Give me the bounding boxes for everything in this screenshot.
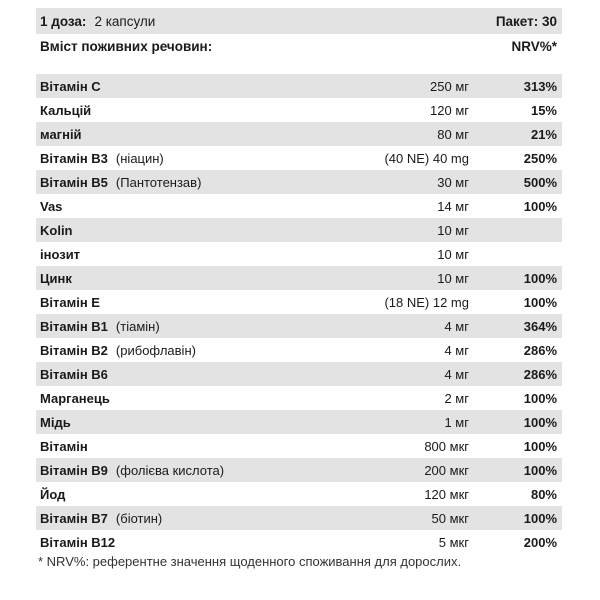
nutrient-name-text: Марганець [40,390,110,406]
nutrient-row [36,170,562,194]
nutrient-name [40,151,235,166]
nutrient-name [40,79,235,94]
nutrient-nrv: 21% [530,126,557,142]
nutrient-amount: (18 NE) 12 mg [384,294,469,310]
nutrient-row [36,98,562,122]
nutrients-title: Вміст поживних речовин: [40,38,213,54]
nutrient-amount: 10 мг [437,222,469,238]
nutrient-amount: 4 мг [444,342,469,358]
nutrient-name [40,103,235,118]
dose-header-row [36,8,562,34]
nutrient-row [36,410,562,434]
nutrient-name-text: Вітамін B6 [40,366,108,382]
nutrient-name-text: Вітамін B5 [40,174,108,190]
nutrient-rows [36,74,562,554]
nutrient-name [40,487,235,502]
nutrient-row [36,122,562,146]
nutrient-name [40,439,235,454]
nutrient-name-text: інозит [40,246,81,262]
spacer [36,58,562,74]
nutrient-note: (біотин) [115,510,163,526]
nutrient-row [36,482,562,506]
nutrient-nrv: 313% [523,78,557,94]
nutrient-nrv: 286% [523,366,557,382]
nutrient-row [36,314,562,338]
nutrient-row [36,146,562,170]
nutrient-name-text: Вітамін B12 [40,534,116,550]
nutrient-amount: 80 мг [437,126,469,142]
nutrient-name [40,511,235,526]
nutrient-name [40,463,235,478]
nutrient-row [36,506,562,530]
nutrient-name [40,367,235,382]
nutrient-name [40,535,235,550]
nutrient-name-text: Вітамін B7 [40,510,108,526]
nutrient-nrv: 100% [523,198,557,214]
nutrient-amount: 200 мкг [424,462,469,478]
nutrient-row [36,434,562,458]
nutrient-note: (рибофлавін) [115,342,196,358]
nutrient-name-text: Цинк [40,270,72,286]
nutrient-name-text: Вітамін B1 [40,318,108,334]
nutrient-name [40,199,235,214]
nutrient-amount: 10 мг [437,270,469,286]
nutrient-amount: 1 мг [444,414,469,430]
nutrition-table [36,8,562,554]
nutrient-nrv: 364% [523,318,557,334]
nutrient-nrv: 80% [530,486,557,502]
nutrient-amount: 30 мг [437,174,469,190]
nutrient-name [40,247,235,262]
nutrient-nrv: 15% [530,102,557,118]
nutrient-name-text: Вітамін B9 [40,462,108,478]
nutrient-name [40,343,235,358]
nutrient-row [36,194,562,218]
nutrient-name [40,295,235,310]
nutrient-name-text: магній [40,126,82,142]
nutrient-name [40,319,235,334]
nutrient-nrv: 250% [523,150,557,166]
nutrient-amount: (40 NE) 40 mg [384,150,469,166]
nutrient-row [36,74,562,98]
nutrient-nrv: 100% [523,414,557,430]
nutrient-nrv: 100% [523,438,557,454]
nutrient-note: (тіамін) [115,318,160,334]
nutrient-nrv: 100% [523,510,557,526]
nutrient-name-text: Вітамін B3 [40,150,108,166]
nutrient-row [36,218,562,242]
nutrient-row [36,290,562,314]
nutrient-name-text: Вітамін [40,438,88,454]
nutrient-nrv: 100% [523,390,557,406]
nutrient-name-text: Кальцій [40,102,92,118]
nutrient-amount: 120 мкг [424,486,469,502]
nutrient-row [36,530,562,554]
nutrient-amount: 5 мкг [438,534,469,550]
nutrient-amount: 250 мг [430,78,469,94]
nutrient-nrv: 286% [523,342,557,358]
nutrient-amount: 10 мг [437,246,469,262]
nrv-column-header: NRV%* [511,38,557,54]
nutrient-name-text: Вітамін E [40,294,100,310]
nutrient-amount: 2 мг [444,390,469,406]
nutrient-row [36,386,562,410]
nutrient-name-text: Kolin [40,222,73,238]
nutrient-name-text: Мідь [40,414,71,430]
nutrient-nrv: 100% [523,462,557,478]
nutrient-name [40,223,235,238]
nutrient-name-text: Вітамін B2 [40,342,108,358]
nutrient-row [36,266,562,290]
nutrient-name-text: Йод [40,486,66,502]
nutrient-name [40,175,235,190]
nutrient-note: (ніацин) [115,150,164,166]
nutrient-name-text: Вітамін C [40,78,101,94]
nutrient-name [40,127,235,142]
nutrient-amount: 4 мг [444,318,469,334]
nutrient-note: (фолієва кислота) [115,462,225,478]
package-count: Пакет: 30 [495,13,557,29]
nutrient-nrv: 100% [523,294,557,310]
nutrient-amount: 800 мкг [424,438,469,454]
nutrient-amount: 14 мг [437,198,469,214]
dose-label: 1 доза: [40,13,87,29]
dose-value: 2 капсули [94,13,156,29]
nutrient-amount: 50 мкг [431,510,469,526]
nrv-footnote: * NRV%: референтне значення щоденного споживання для дорослих. [38,554,462,569]
nutrients-header-row [36,34,562,58]
nutrient-row [36,458,562,482]
nutrient-amount: 120 мг [430,102,469,118]
nutrient-note: (Пантотензав) [115,174,202,190]
nutrient-name-text: Vas [40,198,63,214]
nutrient-amount: 4 мг [444,366,469,382]
nutrient-nrv: 100% [523,270,557,286]
nutrient-row [36,338,562,362]
nutrient-row [36,362,562,386]
nutrient-name [40,415,235,430]
nutrient-name [40,271,235,286]
nutrient-row [36,242,562,266]
nutrient-name [40,391,235,406]
nutrient-nrv: 200% [523,534,557,550]
nutrient-nrv: 500% [523,174,557,190]
